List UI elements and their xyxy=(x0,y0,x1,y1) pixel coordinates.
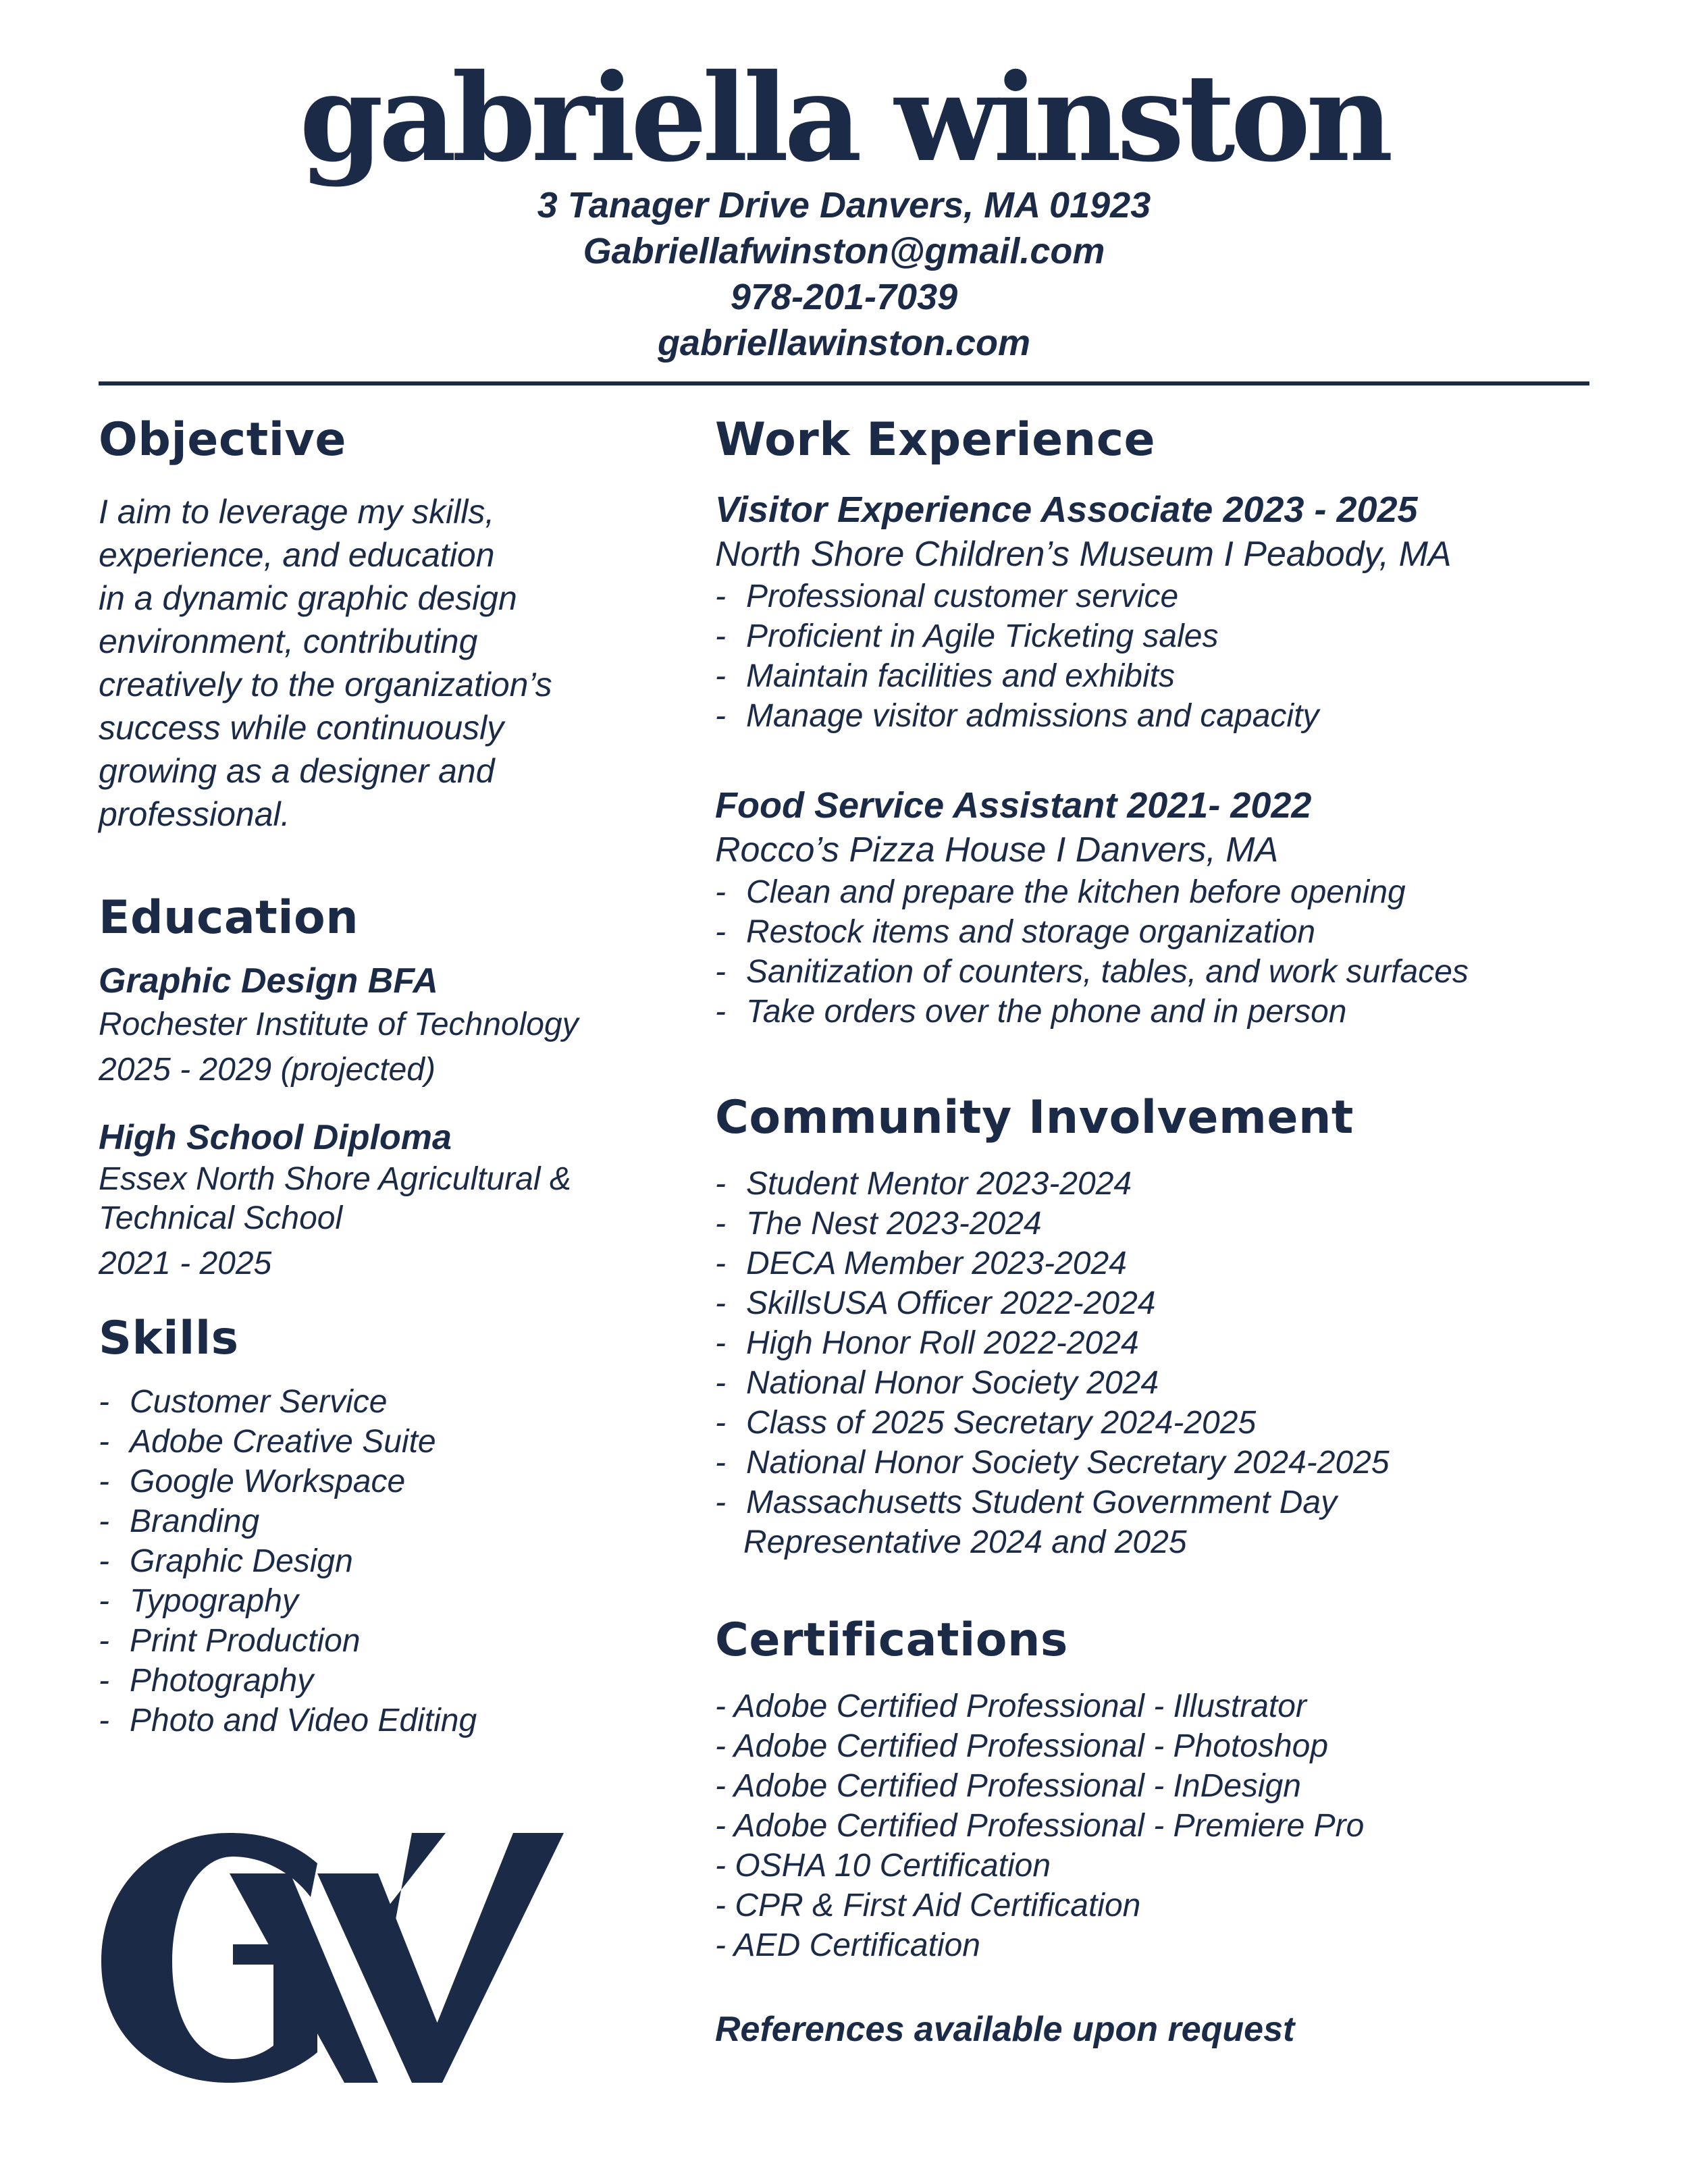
list-item: - CPR & First Aid Certification xyxy=(715,1888,1141,1923)
job-duties xyxy=(715,872,1613,1032)
resume-header xyxy=(0,47,1688,366)
community-heading: Community Involvement xyxy=(715,1091,1354,1144)
job-title: Food Service Assistant 2021- 2022 xyxy=(715,785,1312,826)
objective-text xyxy=(99,490,686,836)
list-item: - Adobe Creative Suite xyxy=(99,1424,436,1460)
right-column xyxy=(715,405,1613,2052)
job-duties xyxy=(715,577,1613,736)
objective-line: growing as a designer and xyxy=(99,752,495,790)
list-item: - Class of 2025 Secretary 2024-2025 xyxy=(715,1405,1257,1441)
list-item: - Google Workspace xyxy=(99,1464,406,1499)
list-item: - National Honor Society 2024 xyxy=(715,1365,1159,1401)
candidate-name: gabriella winston xyxy=(299,47,1389,188)
list-item: - DECA Member 2023-2024 xyxy=(715,1246,1127,1281)
email: Gabriellafwinston@gmail.com xyxy=(583,231,1105,271)
list-item: - Photo and Video Editing xyxy=(99,1703,477,1738)
references-note: References available upon request xyxy=(715,2010,1295,2049)
list-item-continued: Representative 2024 and 2025 xyxy=(743,1524,1187,1560)
list-item: - Proficient in Agile Ticketing sales xyxy=(715,618,1219,654)
job-entry xyxy=(715,783,1613,1032)
school: Essex North Shore Agricultural & xyxy=(99,1161,571,1197)
work-heading: Work Experience xyxy=(715,413,1156,467)
skills-list xyxy=(99,1382,686,1740)
education-entry xyxy=(99,1115,686,1285)
list-item: - Take orders over the phone and in person xyxy=(715,994,1347,1030)
list-item: - Sanitization of counters, tables, and work surfaces xyxy=(715,954,1469,990)
school-continued: Technical School xyxy=(99,1200,343,1236)
certifications-heading: Certifications xyxy=(715,1614,1068,1667)
list-item: - Branding xyxy=(99,1503,260,1539)
job-entry xyxy=(715,487,1613,736)
objective-line: I aim to leverage my skills, xyxy=(99,493,495,531)
objective-line: creatively to the organization’s xyxy=(99,666,552,703)
list-item: - Adobe Certified Professional - Photoshop xyxy=(715,1728,1329,1764)
objective-line: environment, contributing xyxy=(99,622,478,660)
website: gabriellawinston.com xyxy=(657,323,1031,363)
job-title: Visitor Experience Associate 2023 - 2025 xyxy=(715,489,1418,530)
list-item: - Graphic Design xyxy=(99,1543,353,1579)
skills-heading: Skills xyxy=(99,1312,239,1365)
list-item: - Massachusetts Student Government Day xyxy=(715,1485,1338,1520)
phone: 978-201-7039 xyxy=(730,277,958,317)
school: Rochester Institute of Technology xyxy=(99,1007,579,1042)
list-item: - Clean and prepare the kitchen before opening xyxy=(715,874,1406,910)
objective-line: professional. xyxy=(99,795,290,833)
objective-line: in a dynamic graphic design xyxy=(99,579,517,617)
job-employer: Rocco’s Pizza House I Danvers, MA xyxy=(715,830,1279,870)
degree: High School Diploma xyxy=(99,1118,452,1157)
list-item: - The Nest 2023-2024 xyxy=(715,1206,1042,1242)
list-item: - Student Mentor 2023-2024 xyxy=(715,1166,1132,1202)
dates: 2021 - 2025 xyxy=(99,1246,272,1281)
objective-heading: Objective xyxy=(99,413,346,467)
objective-line: experience, and education xyxy=(99,536,495,574)
monogram-logo-icon xyxy=(95,1833,581,2083)
education-entry xyxy=(99,959,686,1091)
list-item: - High Honor Roll 2022-2024 xyxy=(715,1325,1139,1361)
list-item: - Typography xyxy=(99,1583,298,1619)
list-item: - Adobe Certified Professional - Premiere Pro xyxy=(715,1808,1365,1844)
header-divider xyxy=(99,381,1589,385)
dates: 2025 - 2029 (projected) xyxy=(99,1052,436,1088)
list-item: - OSHA 10 Certification xyxy=(715,1848,1051,1884)
list-item: - SkillsUSA Officer 2022-2024 xyxy=(715,1285,1156,1321)
education-heading: Education xyxy=(99,891,359,944)
left-column xyxy=(99,405,686,1740)
community-list xyxy=(715,1164,1613,1562)
list-item: - Print Production xyxy=(99,1623,361,1659)
list-item: - Adobe Certified Professional - Illustrator xyxy=(715,1688,1307,1724)
list-item: - Restock items and storage organization xyxy=(715,914,1316,950)
degree: Graphic Design BFA xyxy=(99,961,438,1001)
objective-line: success while continuously xyxy=(99,709,504,747)
job-employer: North Shore Children’s Museum I Peabody, MA xyxy=(715,535,1452,574)
certifications-list xyxy=(715,1686,1613,1965)
logo-letter-w-stroke-3 xyxy=(412,1833,564,2083)
list-item: - AED Certification xyxy=(715,1927,980,1963)
list-item: - Photography xyxy=(99,1663,314,1699)
list-item: - Manage visitor admissions and capacity xyxy=(715,698,1319,734)
list-item: - Customer Service xyxy=(99,1384,388,1420)
list-item: - Professional customer service xyxy=(715,579,1179,614)
list-item: - National Honor Society Secretary 2024-2025 xyxy=(715,1445,1390,1481)
address: 3 Tanager Drive Danvers, MA 01923 xyxy=(537,185,1151,225)
list-item: - Adobe Certified Professional - InDesign xyxy=(715,1768,1301,1804)
list-item: - Maintain facilities and exhibits xyxy=(715,658,1175,694)
